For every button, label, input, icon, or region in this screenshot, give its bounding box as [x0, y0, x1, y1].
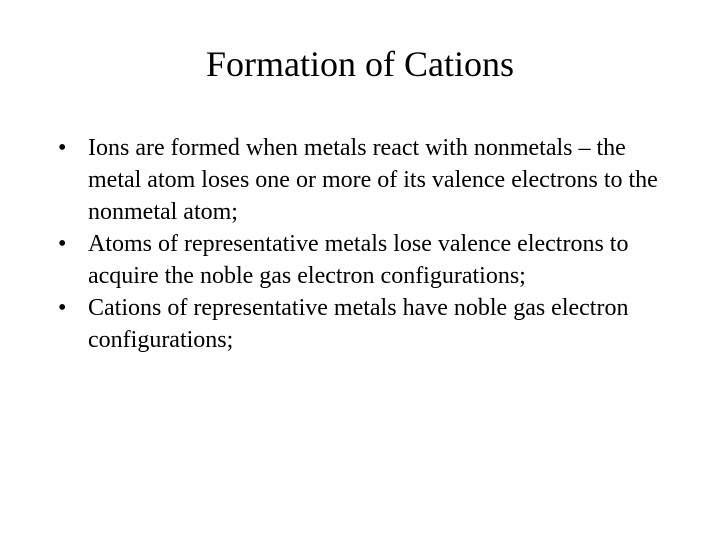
bullet-point-icon: •: [58, 295, 67, 321]
bullet-item: [58, 132, 668, 228]
bullet-point-icon: •: [58, 231, 67, 257]
slide-title: Formation of Cations: [206, 44, 514, 84]
bullet-text: Cations of representative metals have noble gas electron configurations;: [88, 295, 629, 353]
bullet-list: [58, 132, 668, 356]
bullet-item: [58, 228, 668, 292]
bullet-text: Atoms of representative metals lose valence electrons to acquire the noble gas electron configurations;: [88, 231, 629, 289]
bullet-item: [58, 292, 668, 356]
bullet-point-icon: •: [58, 135, 67, 161]
bullet-text: Ions are formed when metals react with nonmetals – the metal atom loses one or more of its valence electrons to the nonmetal atom;: [88, 135, 658, 225]
